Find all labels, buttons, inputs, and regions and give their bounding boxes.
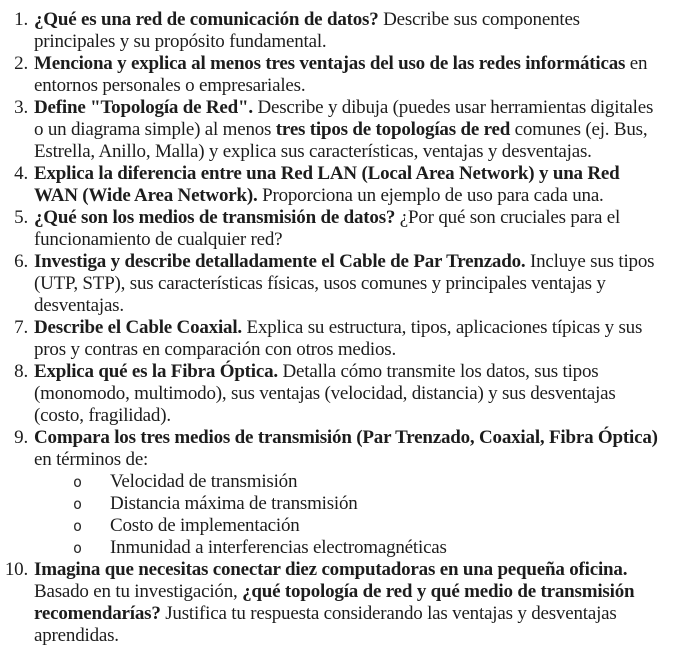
text-run: Velocidad de transmisión bbox=[110, 471, 298, 492]
text-line bbox=[34, 229, 694, 251]
text-line bbox=[34, 449, 694, 471]
text-line bbox=[34, 207, 694, 229]
text-run: Proporciona un ejemplo de uso para cada una. bbox=[257, 185, 604, 206]
item-text-block bbox=[34, 207, 694, 251]
text-line bbox=[34, 53, 694, 75]
text-line bbox=[34, 119, 694, 141]
text-line bbox=[34, 383, 694, 405]
bold-text-run: Describe el Cable Coaxial. bbox=[34, 317, 242, 338]
text-line bbox=[34, 273, 694, 295]
text-run: desventajas. bbox=[34, 295, 124, 316]
sub-bullet-line bbox=[34, 493, 694, 515]
item-number: 7. bbox=[14, 317, 28, 338]
bold-text-run: ¿Qué es una red de comunicación de datos? bbox=[34, 9, 379, 30]
text-line bbox=[34, 295, 694, 317]
text-run: Explica su estructura, tipos, aplicaciones típicas y sus bbox=[241, 317, 643, 338]
sub-bullet-line bbox=[34, 515, 694, 537]
text-run: Detalla cómo transmite los datos, sus tipos bbox=[277, 361, 599, 382]
text-line bbox=[34, 317, 694, 339]
text-run: en bbox=[625, 53, 648, 74]
question-item-3 bbox=[0, 97, 694, 163]
question-item-8 bbox=[0, 361, 694, 427]
question-item-2 bbox=[0, 53, 694, 97]
question-list bbox=[0, 9, 694, 647]
bold-text-run: ¿Qué son los medios de transmisión de datos? bbox=[34, 207, 396, 228]
item-text-block bbox=[34, 97, 694, 163]
text-line bbox=[34, 559, 694, 581]
bold-text-run: WAN (Wide Area Network). bbox=[34, 185, 258, 206]
question-item-10 bbox=[0, 559, 694, 647]
item-text-block bbox=[34, 317, 694, 361]
item-text-block bbox=[34, 9, 694, 53]
item-number: 4. bbox=[14, 163, 28, 184]
text-line bbox=[34, 251, 694, 273]
item-text-block bbox=[34, 251, 694, 317]
text-line bbox=[34, 405, 694, 427]
text-run: Costo de implementación bbox=[110, 515, 300, 536]
text-run: Basado en tu investigación, bbox=[34, 581, 243, 602]
text-line bbox=[34, 75, 694, 97]
bold-text-run: Compara los tres medios de transmisión (Par Trenzado, Coaxial, Fibra Óptica) bbox=[34, 427, 658, 448]
circle-bullet-icon: o bbox=[73, 473, 82, 491]
question-item-5 bbox=[0, 207, 694, 251]
text-run: en términos de: bbox=[34, 449, 149, 470]
text-run: Inmunidad a interferencias electromagnéticas bbox=[110, 537, 447, 558]
item-text-block bbox=[34, 53, 694, 97]
sub-bullet-line bbox=[34, 471, 694, 493]
question-item-4 bbox=[0, 163, 694, 207]
text-line bbox=[34, 9, 694, 31]
item-number: 6. bbox=[14, 251, 28, 272]
text-line bbox=[34, 185, 694, 207]
text-line bbox=[34, 141, 694, 163]
text-line bbox=[34, 339, 694, 361]
text-run: pros y contras en comparación con otros medios. bbox=[34, 339, 397, 360]
text-run: ¿Por qué son cruciales para el bbox=[395, 207, 621, 228]
circle-bullet-icon: o bbox=[73, 539, 82, 557]
text-line bbox=[34, 603, 694, 625]
item-text-block bbox=[34, 163, 694, 207]
text-line bbox=[34, 427, 694, 449]
item-number: 8. bbox=[14, 361, 28, 382]
text-line bbox=[34, 31, 694, 53]
text-run: Incluye sus tipos bbox=[525, 251, 655, 272]
item-number: 2. bbox=[14, 53, 28, 74]
text-line bbox=[34, 361, 694, 383]
item-number: 5. bbox=[14, 207, 28, 228]
text-run: (costo, fragilidad). bbox=[34, 405, 171, 426]
bold-text-run: Investiga y describe detalladamente el Cable de Par Trenzado. bbox=[34, 251, 526, 272]
sub-bullet-line bbox=[34, 537, 694, 559]
circle-bullet-icon: o bbox=[73, 517, 82, 535]
text-run: Justifica tu respuesta considerando las ventajas y desventajas bbox=[160, 603, 617, 624]
text-run: principales y su propósito fundamental. bbox=[34, 31, 327, 52]
text-run: Distancia máxima de transmisión bbox=[110, 493, 358, 514]
bold-text-run: tres tipos de topologías de red bbox=[275, 119, 511, 140]
text-run: Estrella, Anillo, Malla) y explica sus características, ventajas y desventajas. bbox=[34, 141, 592, 162]
text-run: aprendidas. bbox=[34, 625, 119, 646]
bold-text-run: Explica qué es la Fibra Óptica. bbox=[34, 361, 278, 382]
text-line bbox=[34, 625, 694, 647]
text-line bbox=[34, 581, 694, 603]
bold-text-run: Menciona y explica al menos tres ventajas del uso de las redes informáticas bbox=[34, 53, 626, 74]
text-run: o un diagrama simple) al menos bbox=[34, 119, 276, 140]
question-item-6 bbox=[0, 251, 694, 317]
item-number: 10. bbox=[4, 559, 28, 580]
question-item-7 bbox=[0, 317, 694, 361]
bold-text-run: Define "Topología de Red". bbox=[34, 97, 253, 118]
bold-text-run: Imagina que necesitas conectar diez computadoras en una pequeña oficina. bbox=[34, 559, 628, 580]
text-run: entornos personales o empresariales. bbox=[34, 75, 306, 96]
text-line bbox=[34, 97, 694, 119]
bold-text-run: Explica la diferencia entre una Red LAN (Local Area Network) y una Red bbox=[34, 163, 620, 184]
item-number: 3. bbox=[14, 97, 28, 118]
item-text-block bbox=[34, 427, 694, 559]
item-text-block bbox=[34, 559, 694, 647]
item-number: 9. bbox=[14, 427, 28, 448]
text-run: comunes (ej. Bus, bbox=[510, 119, 648, 140]
text-run: (monomodo, multimodo), sus ventajas (velocidad, distancia) y sus desventajas bbox=[34, 383, 616, 404]
bold-text-run: recomendarías? bbox=[34, 603, 161, 624]
text-run: Describe sus componentes bbox=[378, 9, 580, 30]
item-text-block bbox=[34, 361, 694, 427]
text-run: funcionamiento de cualquier red? bbox=[34, 229, 283, 250]
circle-bullet-icon: o bbox=[73, 495, 82, 513]
question-item-9 bbox=[0, 427, 694, 559]
text-run: (UTP, STP), sus características físicas, usos comunes y principales ventajas y bbox=[34, 273, 606, 294]
question-item-1 bbox=[0, 9, 694, 53]
item-number: 1. bbox=[14, 9, 28, 30]
text-run: Describe y dibuja (puedes usar herramientas digitales bbox=[252, 97, 654, 118]
bold-text-run: ¿qué topología de red y qué medio de transmisión bbox=[242, 581, 635, 602]
text-line bbox=[34, 163, 694, 185]
